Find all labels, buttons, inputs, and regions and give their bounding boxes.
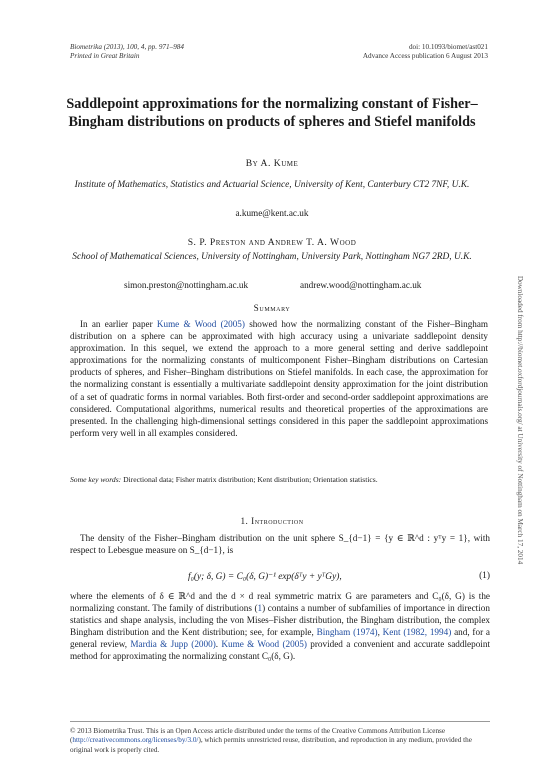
equation-body: f₀(y; δ, G) = C₀(δ, G)⁻¹ exp(δᵀy + yᵀGy), bbox=[188, 572, 342, 582]
journal-citation bbox=[70, 43, 184, 61]
summary-body bbox=[70, 318, 488, 439]
email-wood: andrew.wood@nottingham.ac.uk bbox=[300, 280, 422, 290]
equation-ref-link[interactable]: 1 bbox=[257, 603, 263, 614]
citation-link-mardia-jupp[interactable]: Mardia & Jupp (2000) bbox=[130, 639, 216, 650]
citation-link-kume-wood-2[interactable]: Kume & Wood (2005) bbox=[221, 639, 307, 650]
intro-text-1: The density of the Fisher–Bingham distribution on the unit sphere S_{d−1} = {y ∈ ℝ^d : yᵀy = 1}, with respect to Lebesgue measure on S_{d−1}, is bbox=[70, 533, 490, 556]
download-sidebar bbox=[514, 150, 526, 690]
citation-link-kent[interactable]: Kent (1982, 1994) bbox=[382, 627, 452, 638]
equation-number: (1) bbox=[479, 571, 490, 581]
printed-line: Printed in Great Britain bbox=[70, 52, 140, 60]
intro-paragraph-1 bbox=[70, 532, 490, 556]
intro2-text-b: ) contains a number of subfamilies of importance in direction statistics and shape analysis, including the von Mises–Fisher distribution, the Bingham distribution, the complex Bingham distribution and the Kent distribution; see, for example, bbox=[70, 603, 490, 638]
affiliation-kent: Institute of Mathematics, Statistics and Actuarial Science, University of Kent, Canterbury CT2 7NF, U.K. bbox=[74, 180, 470, 190]
intro2-text-c: , bbox=[377, 627, 383, 638]
sidebar-text-pre: Downloaded from bbox=[516, 275, 524, 331]
intro-paragraph-2 bbox=[70, 590, 490, 663]
summary-text-pre: In an earlier paper bbox=[80, 319, 157, 329]
advance-access: Advance Access publication 6 August 2013 bbox=[362, 52, 488, 60]
copyright-footer bbox=[70, 727, 490, 755]
keywords bbox=[70, 475, 488, 485]
summary-heading: Summary bbox=[253, 303, 291, 313]
footer-rule bbox=[70, 721, 490, 722]
paper-title: Saddlepoint approximations for the normalizing constant of Fisher–Bingham distributions on products of spheres and Stiefel manifolds bbox=[66, 96, 478, 130]
summary-text-post: showed how the normalizing constant of the Fisher–Bingham distribution on a sphere can be approximated with high accuracy using a univariate saddlepoint density approximation. In this sequel, we extend the approach to a more general setting and derive saddlepoint approximations for the normalizing constants of multicomponent Fisher–Bingham distributions on Cartesian products of spheres, and Fisher–Bingham distributions on Stiefel manifolds. In each case, the approximation for the normalizing constant is essentially a multivariate saddlepoint density approximation for the joint distribution of a set of quadratic forms in normal variables. Both first-order and second-order saddlepoint approximations are considered. Computational algorithms, numerical results and theoretical properties of the approximations are presented. In the challenging high-dimensional settings considered in this paper the saddlepoint approximations perform very well in all examples considered. bbox=[70, 319, 488, 438]
download-notice bbox=[516, 276, 524, 564]
intro2-text-a: where the elements of δ ∈ ℝ^d and the d × d real symmetric matrix G are parameters and C₀(δ, G) is the normalizing constant. The family of distributions ( bbox=[70, 591, 490, 614]
journal-site-link[interactable]: http://biomet.oxfordjournals.org/ bbox=[516, 330, 524, 425]
license-link[interactable]: http://creativecommons.org/licenses/by/3.0/ bbox=[72, 736, 199, 745]
doi: doi: 10.1093/biomet/ast021 bbox=[408, 43, 488, 51]
footer-text-post: ), which permits unrestricted reuse, distribution, and reproduction in any medium, provided the original work is properly cited. bbox=[70, 736, 472, 754]
citation-link-bingham[interactable]: Bingham (1974) bbox=[316, 627, 378, 638]
footer-text-pre: © 2013 Biometrika Trust. This is an Open Access article distributed under the terms of the Creative Commons Attribution License ( bbox=[70, 727, 446, 745]
citation-link-kume-wood[interactable]: Kume & Wood (2005) bbox=[156, 319, 245, 329]
intro2-text-e: . bbox=[215, 639, 222, 650]
byline-kume: By A. Kume bbox=[245, 158, 299, 169]
email-preston: simon.preston@nottingham.ac.uk bbox=[124, 280, 249, 290]
email-kume: a.kume@kent.ac.uk bbox=[235, 208, 309, 218]
affiliation-nottingham: School of Mathematical Sciences, University of Nottingham, University Park, Nottingham NG7 2RD, U.K. bbox=[72, 252, 472, 262]
section-heading-introduction: 1. Introduction bbox=[240, 516, 304, 526]
sidebar-text-post: at University of Nottingham on March 17, 2014 bbox=[516, 424, 524, 565]
keywords-label: Some key words: bbox=[70, 475, 122, 484]
keywords-list: Directional data; Fisher matrix distribution; Kent distribution; Orientation statistics. bbox=[121, 475, 378, 484]
intro2-text-f: provided a convenient and accurate saddlepoint method for approximating the normalizing constant C₀(δ, G). bbox=[70, 639, 491, 662]
journal-line: Biometrika (2013), 100, 4, pp. 971–984 bbox=[70, 43, 184, 51]
intro2-text-d: and, for a general review, bbox=[70, 627, 491, 650]
doi-block bbox=[363, 43, 488, 61]
byline-preston-wood: S. P. Preston and Andrew T. A. Wood bbox=[187, 237, 357, 248]
